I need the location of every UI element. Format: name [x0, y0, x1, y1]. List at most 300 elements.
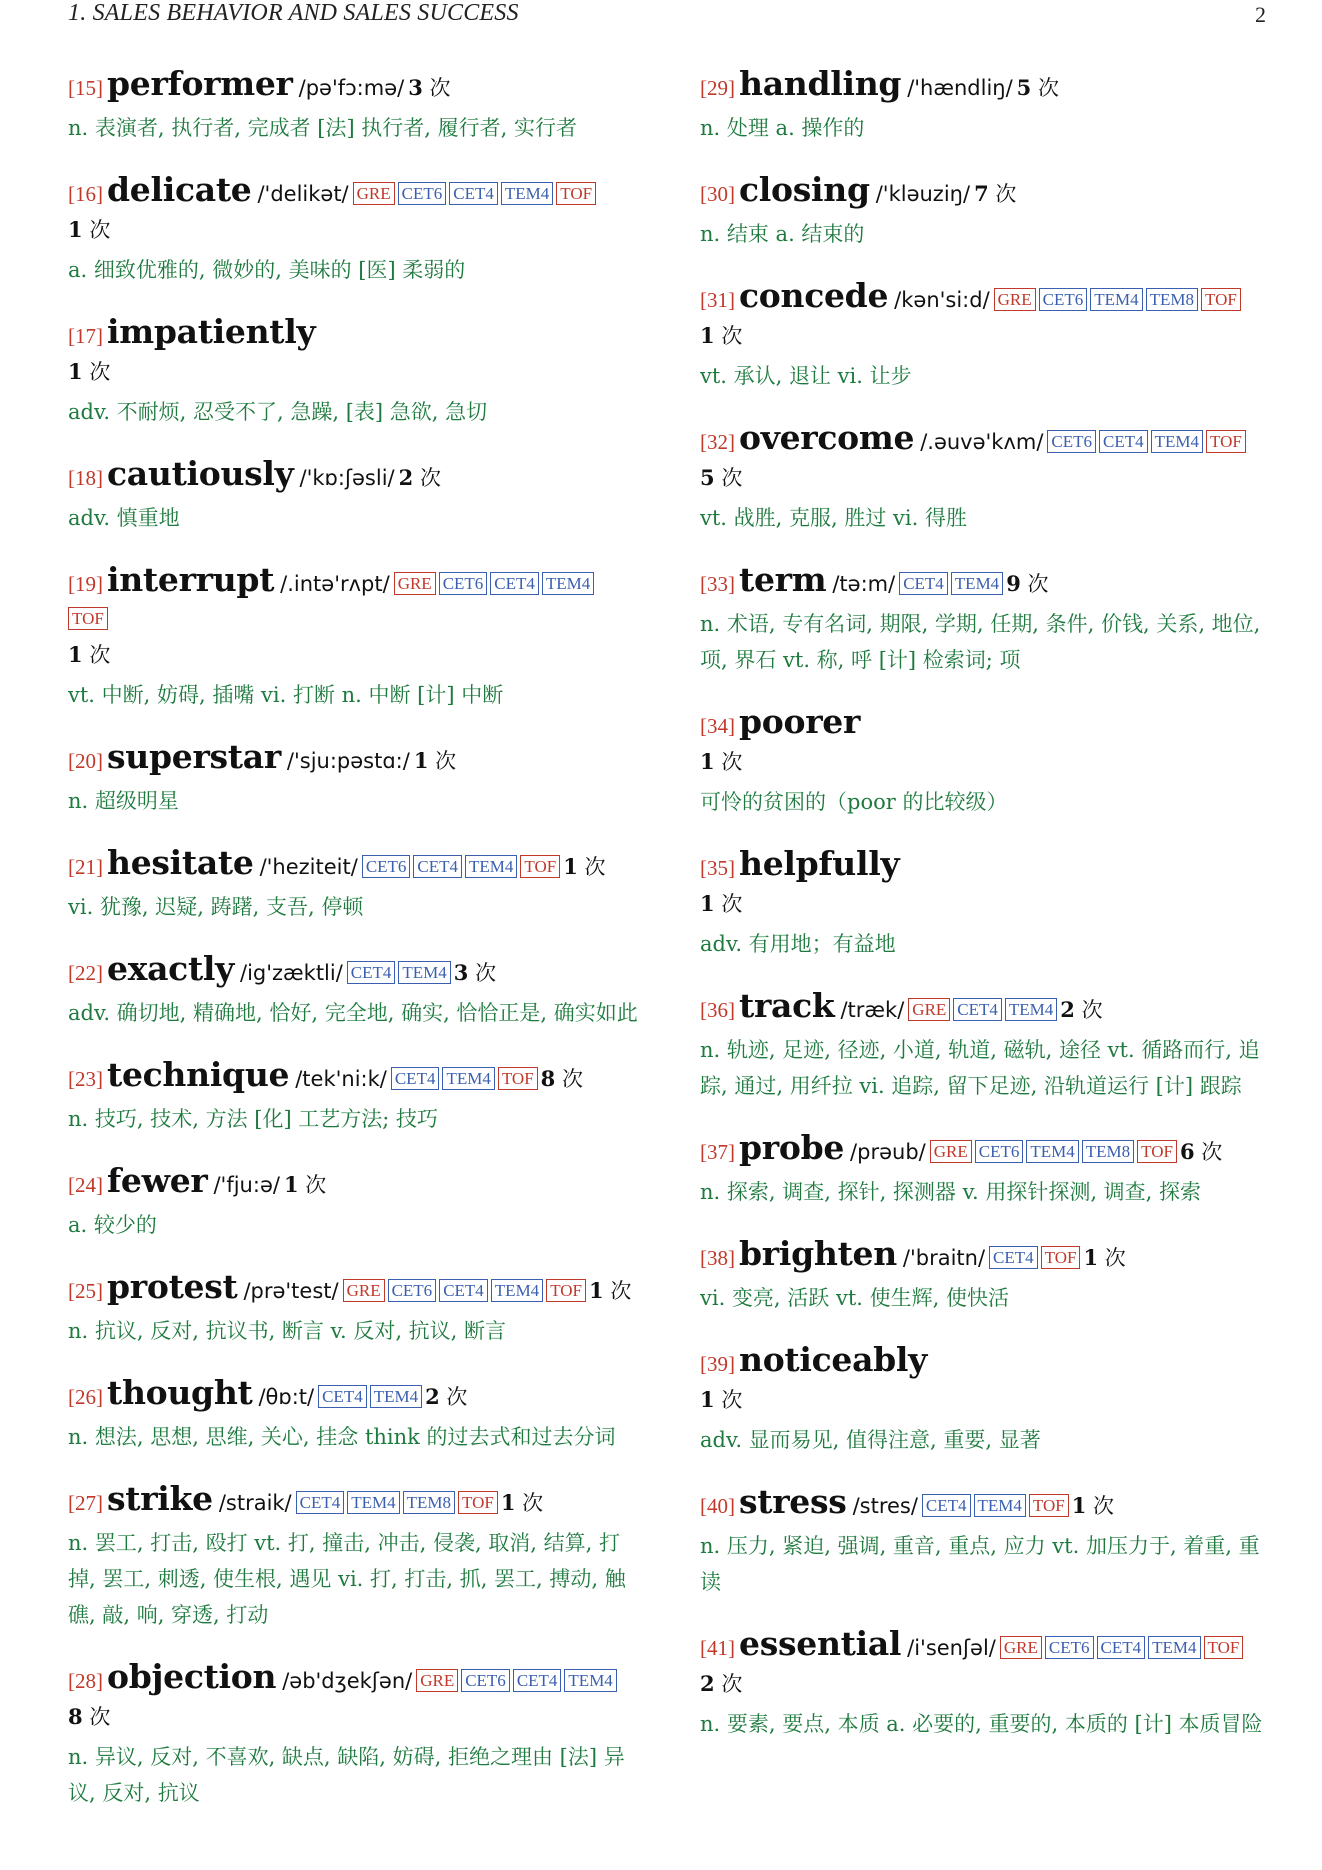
headword: superstar	[107, 737, 281, 776]
vocab-entry	[68, 66, 640, 146]
frequency	[1017, 76, 1059, 100]
exam-tag-gre: GRE	[930, 1140, 972, 1163]
exam-tag-tem4: TEM4	[974, 1494, 1026, 1517]
frequency-unit: 次	[721, 324, 743, 348]
frequency	[414, 749, 456, 773]
entry-headline	[700, 704, 1272, 780]
entry-headline	[68, 1659, 640, 1735]
definition: vi. 犹豫, 迟疑, 踌躇, 支吾, 停顿	[68, 895, 364, 919]
frequency-count: 8	[540, 1066, 556, 1091]
definition: n. 罢工, 打击, 殴打 vt. 打, 撞击, 冲击, 侵袭, 取消, 结算, 打掉, 罢工, 刺透, 使生根, 遇见 vi. 打, 打击, 抓, 罢工, 搏动, 触礁, 敲, 响, 穿透, 打动	[68, 1531, 626, 1627]
entry-headline	[700, 278, 1272, 354]
entry-index: [34]	[700, 714, 735, 738]
entry-headline	[68, 1163, 640, 1203]
entry-index: [27]	[68, 1491, 103, 1515]
frequency	[700, 892, 742, 916]
entry-index: [35]	[700, 856, 735, 880]
frequency	[1072, 1494, 1114, 1518]
vocab-entry	[700, 278, 1272, 394]
frequency	[1180, 1140, 1222, 1164]
frequency-count: 1	[500, 1490, 516, 1515]
headword: performer	[107, 64, 293, 103]
entry-headline	[68, 456, 640, 496]
definition: a. 细致优雅的, 微妙的, 美味的 [医] 柔弱的	[68, 258, 466, 282]
headword: technique	[107, 1055, 290, 1094]
entry-headline	[700, 1626, 1272, 1702]
vocab-entry	[700, 1626, 1272, 1742]
definition: n. 处理 a. 操作的	[700, 116, 865, 140]
exam-tag-cet4: CET4	[318, 1385, 367, 1408]
entry-headline	[68, 172, 640, 248]
frequency-unit: 次	[1104, 1246, 1126, 1270]
exam-tag-cet6: CET6	[1045, 1636, 1094, 1659]
frequency	[68, 1705, 110, 1729]
phonetic: /pə'fɔ:mə/	[298, 76, 405, 100]
exam-tag-tem8: TEM8	[403, 1491, 455, 1514]
entry-headline	[68, 66, 640, 106]
vocab-entry	[700, 420, 1272, 536]
vocab-entry	[68, 562, 640, 713]
definition: a. 较少的	[68, 1213, 157, 1237]
frequency	[1060, 998, 1102, 1022]
headword: track	[739, 986, 835, 1025]
exam-tag-gre: GRE	[353, 182, 395, 205]
entry-index: [40]	[700, 1494, 735, 1518]
frequency-count: 1	[283, 1172, 299, 1197]
vocab-entry	[68, 456, 640, 536]
exam-tag-tof: TOF	[68, 607, 108, 630]
frequency	[1006, 572, 1048, 596]
phonetic: /ig'zæktli/	[240, 961, 343, 985]
exam-tag-gre: GRE	[994, 288, 1036, 311]
frequency	[68, 218, 110, 242]
exam-tag-tof: TOF	[1029, 1494, 1069, 1517]
frequency-unit: 次	[584, 855, 606, 879]
entry-headline	[68, 1375, 640, 1415]
phonetic: /prəub/	[850, 1140, 926, 1164]
exam-tag-cet6: CET6	[439, 572, 488, 595]
entry-index: [38]	[700, 1246, 735, 1270]
vocab-entry	[700, 1484, 1272, 1600]
frequency-count: 1	[700, 891, 715, 916]
exam-tag-tem4: TEM4	[1090, 288, 1142, 311]
entry-headline	[700, 988, 1272, 1028]
definition: n. 要素, 要点, 本质 a. 必要的, 重要的, 本质的 [计] 本质冒险	[700, 1712, 1263, 1736]
frequency-unit: 次	[721, 1388, 743, 1412]
headword: probe	[739, 1128, 845, 1167]
vocab-entry	[700, 846, 1272, 962]
entry-headline	[68, 1057, 640, 1097]
frequency-unit: 次	[305, 1173, 327, 1197]
frequency	[454, 961, 496, 985]
definition: adv. 显而易见, 值得注意, 重要, 显著	[700, 1428, 1041, 1452]
vocab-entry	[700, 1130, 1272, 1210]
vocab-entry	[68, 314, 640, 430]
frequency	[974, 182, 1016, 206]
exam-tag-cet4: CET4	[439, 1279, 488, 1302]
exam-tag-cet6: CET6	[1047, 430, 1096, 453]
vocab-entry	[68, 845, 640, 925]
vocab-entry	[68, 1375, 640, 1455]
frequency-unit: 次	[475, 961, 497, 985]
entry-index: [36]	[700, 998, 735, 1022]
frequency-count: 1	[589, 1278, 604, 1303]
frequency-unit: 次	[522, 1491, 544, 1515]
frequency-count: 3	[408, 75, 423, 100]
frequency-count: 1	[68, 642, 83, 667]
frequency-count: 1	[68, 359, 83, 384]
exam-tag-tem4: TEM4	[951, 572, 1003, 595]
exam-tag-cet4: CET4	[1099, 430, 1148, 453]
phonetic: /prə'test/	[243, 1279, 339, 1303]
frequency-unit: 次	[1037, 76, 1059, 100]
entry-index: [30]	[700, 182, 735, 206]
vocab-entry	[700, 1236, 1272, 1316]
entry-index: [28]	[68, 1669, 103, 1693]
frequency-count: 2	[425, 1384, 440, 1409]
definition: adv. 慎重地	[68, 506, 180, 530]
entry-headline	[68, 314, 640, 390]
exam-tag-cet4: CET4	[513, 1669, 562, 1692]
frequency	[700, 324, 742, 348]
phonetic: /'braitn/	[902, 1246, 986, 1270]
entry-index: [16]	[68, 182, 103, 206]
frequency-unit: 次	[419, 466, 441, 490]
phonetic: /straik/	[218, 1491, 292, 1515]
headword: handling	[739, 64, 902, 103]
exam-tag-cet4: CET4	[490, 572, 539, 595]
exam-tag-tem4: TEM4	[347, 1491, 399, 1514]
frequency-count: 1	[1083, 1245, 1099, 1270]
phonetic: /'delikət/	[257, 182, 349, 206]
exam-tag-cet6: CET6	[1039, 288, 1088, 311]
definition: n. 压力, 紧迫, 强调, 重音, 重点, 应力 vt. 加压力于, 着重, 重读	[700, 1534, 1260, 1594]
exam-tag-tem8: TEM8	[1146, 288, 1198, 311]
phonetic: /.əuvə'kʌm/	[920, 430, 1044, 454]
exam-tag-cet4: CET4	[922, 1494, 971, 1517]
entry-index: [15]	[68, 76, 103, 100]
frequency-count: 2	[700, 1671, 715, 1696]
frequency-count: 2	[398, 465, 414, 490]
frequency-unit: 次	[89, 643, 111, 667]
entry-headline	[68, 562, 640, 673]
vocab-entry	[700, 66, 1272, 146]
phonetic: /əb'dʒekʃən/	[282, 1669, 413, 1693]
phonetic: /'sju:pəstɑ:/	[286, 749, 410, 773]
entry-headline	[68, 739, 640, 779]
vocab-entry	[700, 1342, 1272, 1458]
exam-tag-tem4: TEM4	[370, 1385, 422, 1408]
phonetic: /træk/	[840, 998, 905, 1022]
frequency-count: 5	[700, 465, 715, 490]
headword: stress	[739, 1482, 847, 1521]
vocab-entry	[68, 1659, 640, 1811]
definition: vt. 中断, 妨碍, 插嘴 vi. 打断 n. 中断 [计] 中断	[68, 683, 504, 707]
frequency	[700, 466, 742, 490]
frequency-count: 8	[68, 1704, 83, 1729]
headword: term	[739, 560, 827, 599]
exam-tag-cet4: CET4	[1097, 1636, 1146, 1659]
frequency-count: 6	[1179, 1139, 1195, 1164]
frequency-unit: 次	[610, 1279, 632, 1303]
definition: n. 结束 a. 结束的	[700, 222, 865, 246]
entry-index: [29]	[700, 76, 735, 100]
exam-tag-gre: GRE	[394, 572, 436, 595]
frequency-unit: 次	[89, 1705, 111, 1729]
frequency-unit: 次	[89, 218, 111, 242]
frequency-count: 2	[1060, 997, 1075, 1022]
frequency	[408, 76, 450, 100]
exam-tag-tof: TOF	[556, 182, 596, 205]
exam-tag-cet6: CET6	[975, 1140, 1024, 1163]
definition: adv. 确切地, 精确地, 恰好, 完全地, 确实, 恰恰正是, 确实如此	[68, 1001, 638, 1025]
exam-tag-tem4: TEM4	[501, 182, 553, 205]
frequency-unit: 次	[446, 1385, 468, 1409]
entry-headline	[700, 420, 1272, 496]
frequency	[700, 750, 742, 774]
entry-index: [31]	[700, 288, 735, 312]
frequency-unit: 次	[721, 892, 743, 916]
exam-tag-cet4: CET4	[899, 572, 948, 595]
frequency	[1083, 1246, 1125, 1270]
headword: delicate	[107, 170, 252, 209]
vocab-entry	[700, 704, 1272, 820]
exam-tag-cet6: CET6	[362, 855, 411, 878]
entry-headline	[700, 1130, 1272, 1170]
exam-tag-tof: TOF	[546, 1279, 586, 1302]
phonetic: /.intə'rʌpt/	[280, 572, 390, 596]
headword: essential	[739, 1624, 902, 1663]
frequency	[563, 855, 605, 879]
exam-tag-tem4: TEM4	[542, 572, 594, 595]
entry-headline	[700, 1236, 1272, 1276]
exam-tag-gre: GRE	[343, 1279, 385, 1302]
exam-tag-cet4: CET4	[953, 998, 1002, 1021]
exam-tag-cet4: CET4	[347, 961, 396, 984]
frequency-count: 1	[68, 217, 83, 242]
frequency-unit: 次	[561, 1067, 583, 1091]
phonetic: /θɒ:t/	[258, 1385, 315, 1409]
frequency-unit: 次	[721, 466, 743, 490]
entry-index: [18]	[68, 466, 103, 490]
page-number: 2	[1255, 2, 1266, 27]
vocab-entry	[68, 172, 640, 288]
exam-tag-cet4: CET4	[449, 182, 498, 205]
vocab-entry	[68, 1481, 640, 1633]
exam-tag-tof: TOF	[458, 1491, 498, 1514]
vocab-entry	[68, 951, 640, 1031]
vocab-entry	[68, 1163, 640, 1243]
frequency-unit: 次	[1081, 998, 1103, 1022]
right-column	[700, 66, 1272, 1768]
left-column	[68, 66, 640, 1837]
frequency	[68, 643, 110, 667]
entry-index: [39]	[700, 1352, 735, 1376]
exam-tag-cet6: CET6	[398, 182, 447, 205]
headword: concede	[739, 276, 889, 315]
entry-headline	[700, 1342, 1272, 1418]
frequency-count: 1	[563, 854, 578, 879]
headword: exactly	[107, 949, 234, 988]
headword: interrupt	[107, 560, 275, 599]
frequency	[399, 466, 441, 490]
headword: cautiously	[107, 454, 294, 493]
frequency	[589, 1279, 631, 1303]
exam-tag-gre: GRE	[908, 998, 950, 1021]
exam-tag-tof: TOF	[1206, 430, 1246, 453]
exam-tag-gre: GRE	[416, 1669, 458, 1692]
definition: n. 表演者, 执行者, 完成者 [法] 执行者, 履行者, 实行者	[68, 116, 578, 140]
entry-index: [25]	[68, 1279, 103, 1303]
frequency	[700, 1672, 742, 1696]
exam-tag-tem4: TEM4	[1151, 430, 1203, 453]
frequency-count: 1	[700, 749, 715, 774]
entry-headline	[700, 66, 1272, 106]
entry-headline	[68, 1269, 640, 1309]
exam-tag-cet4: CET4	[391, 1067, 440, 1090]
phonetic: /stres/	[852, 1494, 918, 1518]
definition: n. 抗议, 反对, 抗议书, 断言 v. 反对, 抗议, 断言	[68, 1319, 507, 1343]
headword: hesitate	[107, 843, 254, 882]
frequency-count: 5	[1016, 75, 1032, 100]
vocab-entry	[700, 562, 1272, 678]
headword: strike	[107, 1479, 213, 1518]
phonetic: /tə:m/	[832, 572, 896, 596]
headword: thought	[107, 1373, 253, 1412]
frequency-unit: 次	[721, 750, 743, 774]
phonetic: /i'senʃəl/	[907, 1636, 996, 1660]
definition: n. 异议, 反对, 不喜欢, 缺点, 缺陷, 妨碍, 拒绝之理由 [法] 异议, 反对, 抗议	[68, 1745, 625, 1805]
entry-headline	[68, 1481, 640, 1521]
entry-index: [17]	[68, 324, 103, 348]
headword: brighten	[739, 1234, 897, 1273]
entry-headline	[700, 1484, 1272, 1524]
phonetic: /kən'si:d/	[894, 288, 990, 312]
exam-tag-tem4: TEM4	[1148, 1636, 1200, 1659]
exam-tag-tof: TOF	[1204, 1636, 1244, 1659]
entry-index: [19]	[68, 572, 103, 596]
exam-tag-tem4: TEM4	[442, 1067, 494, 1090]
definition: n. 探索, 调查, 探针, 探测器 v. 用探针探测, 调查, 探索	[700, 1180, 1202, 1204]
definition: n. 轨迹, 足迹, 径迹, 小道, 轨道, 磁轨, 途径 vt. 循路而行, 追踪, 通过, 用纤拉 vi. 追踪, 留下足迹, 沿轨道运行 [计] 跟踪	[700, 1038, 1260, 1098]
frequency-unit: 次	[429, 76, 451, 100]
phonetic: /'hændliŋ/	[907, 76, 1013, 100]
frequency	[501, 1491, 543, 1515]
exam-tag-tem4: TEM4	[465, 855, 517, 878]
headword: protest	[107, 1267, 238, 1306]
exam-tag-cet4: CET4	[989, 1246, 1038, 1269]
entry-headline	[700, 562, 1272, 602]
entry-index: [20]	[68, 749, 103, 773]
entry-index: [41]	[700, 1636, 735, 1660]
frequency	[284, 1173, 326, 1197]
headword: fewer	[107, 1161, 208, 1200]
vocab-entry	[700, 172, 1272, 252]
exam-tag-cet4: CET4	[413, 855, 462, 878]
definition: n. 术语, 专有名词, 期限, 学期, 任期, 条件, 价钱, 关系, 地位, 项, 界石 vt. 称, 呼 [计] 检索词; 项	[700, 612, 1261, 672]
entry-index: [24]	[68, 1173, 103, 1197]
frequency-count: 1	[700, 1387, 715, 1412]
exam-tag-tof: TOF	[520, 855, 560, 878]
exam-tag-tof: TOF	[1041, 1246, 1081, 1269]
definition: 可怜的贫困的（poor 的比较级）	[700, 790, 1008, 814]
frequency-count: 1	[700, 323, 715, 348]
entry-headline	[700, 172, 1272, 212]
vocab-entry	[68, 1057, 640, 1137]
definition: n. 技巧, 技术, 方法 [化] 工艺方法; 技巧	[68, 1107, 439, 1131]
frequency-unit: 次	[1093, 1494, 1115, 1518]
frequency-count: 7	[974, 181, 989, 206]
frequency-unit: 次	[1027, 572, 1049, 596]
entry-index: [26]	[68, 1385, 103, 1409]
frequency	[68, 360, 110, 384]
exam-tag-tof: TOF	[498, 1067, 538, 1090]
exam-tag-cet6: CET6	[388, 1279, 437, 1302]
definition: adv. 不耐烦, 忍受不了, 急躁, [表] 急欲, 急切	[68, 400, 488, 424]
vocab-entry	[68, 1269, 640, 1349]
exam-tag-tem4: TEM4	[1005, 998, 1057, 1021]
entry-headline	[700, 846, 1272, 922]
headword: noticeably	[739, 1340, 928, 1379]
exam-tag-tem4: TEM4	[398, 961, 450, 984]
exam-tag-tem4: TEM4	[491, 1279, 543, 1302]
phonetic: /'heziteit/	[259, 855, 358, 879]
definition: n. 想法, 思想, 思维, 关心, 挂念 think 的过去式和过去分词	[68, 1425, 616, 1449]
headword: helpfully	[739, 844, 900, 883]
definition: vt. 承认, 退让 vi. 让步	[700, 364, 912, 388]
headword: closing	[739, 170, 870, 209]
definition: adv. 有用地；有益地	[700, 932, 896, 956]
entry-index: [32]	[700, 430, 735, 454]
exam-tag-gre: GRE	[1000, 1636, 1042, 1659]
exam-tag-tem4: TEM4	[564, 1669, 616, 1692]
exam-tag-tem4: TEM4	[1026, 1140, 1078, 1163]
exam-tag-tem8: TEM8	[1082, 1140, 1134, 1163]
exam-tag-tof: TOF	[1201, 288, 1241, 311]
frequency-unit: 次	[995, 182, 1017, 206]
definition: vi. 变亮, 活跃 vt. 使生辉, 使快活	[700, 1286, 1009, 1310]
frequency-unit: 次	[721, 1672, 743, 1696]
vocab-entry	[68, 739, 640, 819]
headword: objection	[107, 1657, 277, 1696]
frequency-unit: 次	[1201, 1140, 1223, 1164]
frequency	[541, 1067, 583, 1091]
entry-index: [23]	[68, 1067, 103, 1091]
entry-headline	[68, 845, 640, 885]
headword: overcome	[739, 418, 915, 457]
entry-headline	[68, 951, 640, 991]
frequency-count: 1	[1071, 1493, 1087, 1518]
exam-tag-cet4: CET4	[296, 1491, 345, 1514]
frequency-unit: 次	[435, 749, 457, 773]
frequency-count: 3	[453, 960, 469, 985]
entry-index: [37]	[700, 1140, 735, 1164]
entry-index: [22]	[68, 961, 103, 985]
frequency	[700, 1388, 742, 1412]
phonetic: /'fju:ə/	[213, 1173, 280, 1197]
exam-tag-tof: TOF	[1137, 1140, 1177, 1163]
headword: impatiently	[107, 312, 316, 351]
vocab-entry	[700, 988, 1272, 1104]
phonetic: /'kləuziŋ/	[875, 182, 971, 206]
frequency-count: 9	[1006, 571, 1021, 596]
frequency-count: 1	[413, 748, 429, 773]
entry-index: [33]	[700, 572, 735, 596]
entry-index: [21]	[68, 855, 103, 879]
definition: vt. 战胜, 克服, 胜过 vi. 得胜	[700, 506, 967, 530]
running-head: 1. SALES BEHAVIOR AND SALES SUCCESS	[68, 0, 519, 26]
definition: n. 超级明星	[68, 789, 179, 813]
